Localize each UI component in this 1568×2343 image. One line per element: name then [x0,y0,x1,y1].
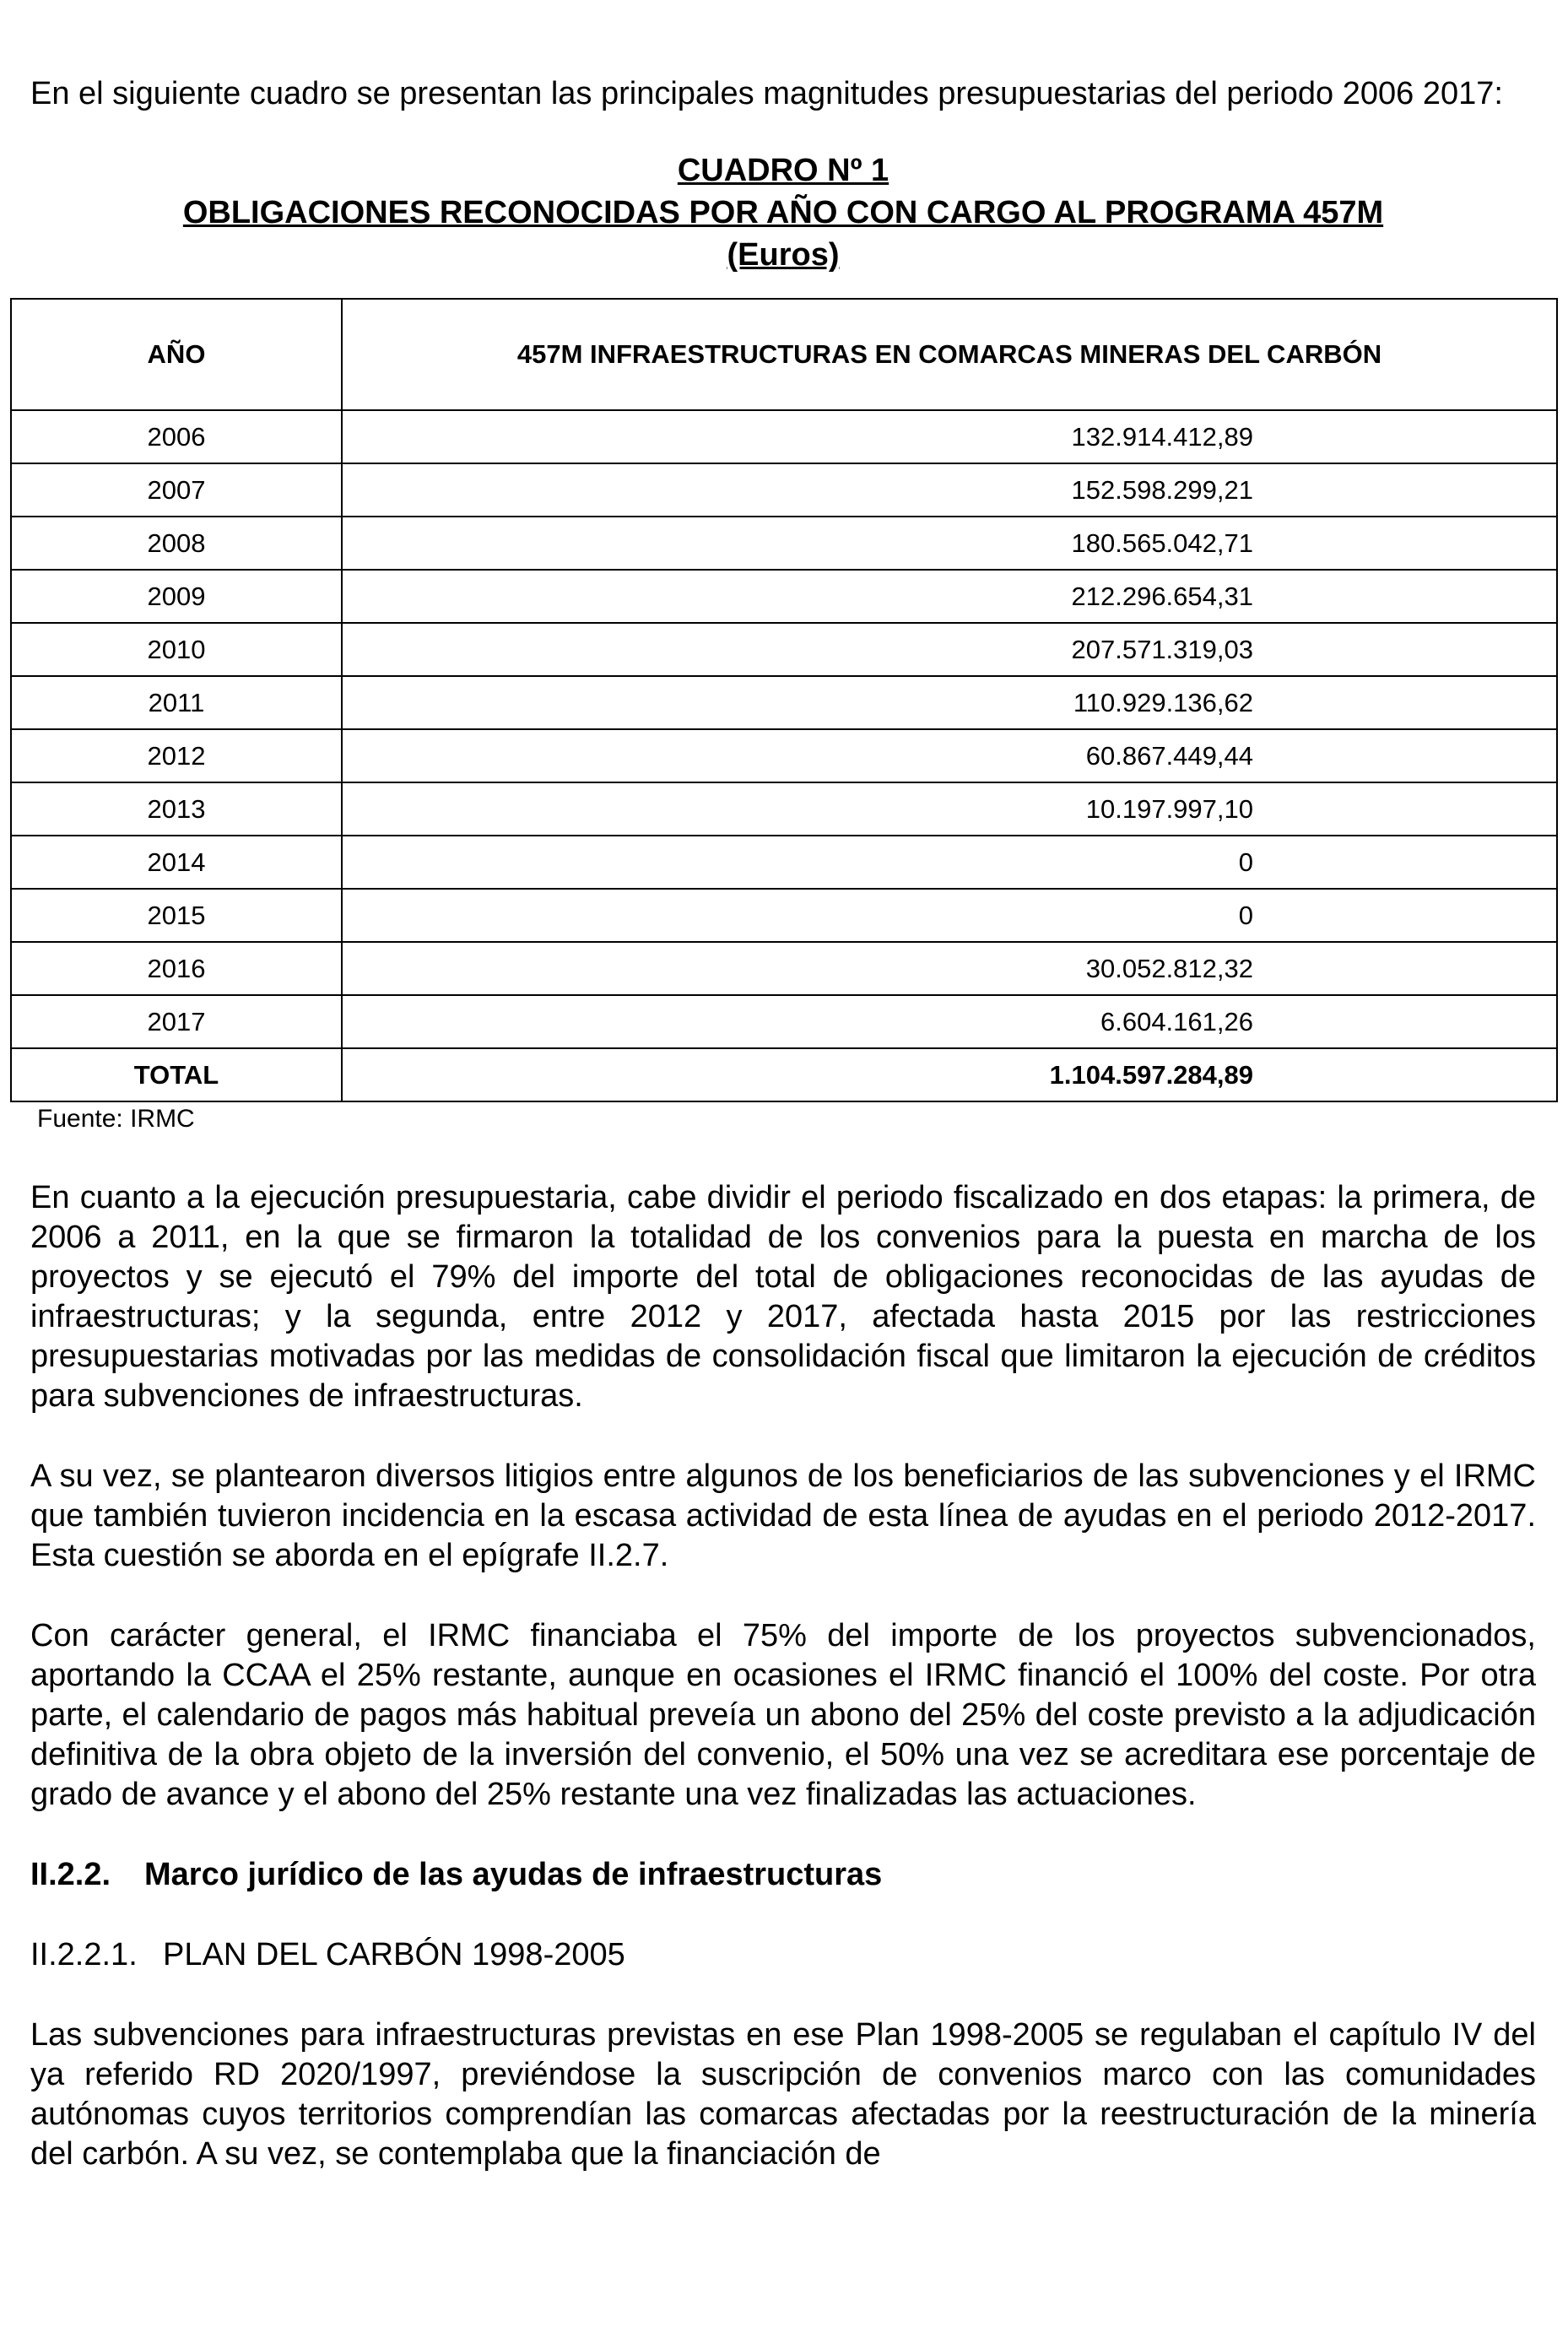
cell-year: 2015 [11,889,342,942]
cell-value-wrap [342,570,1557,623]
table-source: Fuente: IRMC [37,1105,195,1133]
cell-year: 2013 [11,782,342,836]
table-body [11,410,1557,1101]
cell-value: 180.565.042,71 [1071,528,1253,558]
table-row [11,782,1557,836]
cuadro-unit: (Euros) [727,237,840,273]
subsection-title: PLAN DEL CARBÓN 1998-2005 [163,1937,625,1972]
table-row [11,995,1557,1048]
cell-value: 6.604.161,26 [1100,1006,1253,1036]
header-year: AÑO [11,299,342,410]
cell-value-wrap [342,623,1557,676]
cell-value-wrap [342,463,1557,517]
table-row [11,463,1557,517]
cell-value-wrap [342,517,1557,570]
cell-year: 2009 [11,570,342,623]
cell-value: 30.052.812,32 [1085,953,1253,983]
paragraph-plan: Las subvenciones para infraestructuras previstas en ese Plan 1998-2005 se regulaban el capítulo IV del ya referido RD 2020/1997, previéndose la suscripción de convenios marco con las comunidades autónomas cuyos territorios comprendían las comarcas afectadas por la reestructuración de la minería del carbón. A su vez, se contemplaba que la financiación de [30,2017,1536,2172]
table-row [11,570,1557,623]
cell-year: 2007 [11,463,342,517]
section-heading [30,1855,1536,1895]
header-program: 457M INFRAESTRUCTURAS EN COMARCAS MINERAS DEL CARBÓN [342,299,1557,410]
table-row [11,410,1557,463]
total-value: 1.104.597.284,89 [1049,1059,1253,1090]
paragraph-execution: En cuanto a la ejecución presupuestaria, cabe dividir el periodo fiscalizado en dos etapas: la primera, de 2006 a 2011, en la que se firmaron la totalidad de los convenios para la puesta en marcha de los proyectos y se ejecutó el 79% del importe del total de obligaciones reconocidas de las ayudas de infraestructuras; y la segunda, entre 2012 y 2017, afectada hasta 2015 por las restricciones presupuestarias motivadas por las medidas de consolidación fiscal que limitaron la ejecución de créditos para subvenciones de infraestructuras. [30,1180,1536,1414]
section-number: II.2.2. [30,1857,111,1892]
obligations-table [10,298,1558,1102]
table-row [11,623,1557,676]
section-title: Marco jurídico de las ayudas de infraestructuras [144,1857,883,1892]
cell-value: 207.571.319,03 [1071,634,1253,664]
total-value-wrap [342,1048,1557,1101]
cell-value-wrap [342,995,1557,1048]
table-total-row [11,1048,1557,1101]
paragraph-litigation: A su vez, se plantearon diversos litigios entre algunos de los beneficiarios de las subvenciones y el IRMC que también tuvieron incidencia en la escasa actividad de esta línea de ayudas en el periodo 2012-2017. Esta cuestión se aborda en el epígrafe II.2.7. [30,1458,1536,1573]
cell-value: 0 [1238,847,1253,877]
total-label: TOTAL [11,1048,342,1101]
intro-paragraph: En el siguiente cuadro se presentan las principales magnitudes presupuestarias del periodo 2006 2017: [30,76,1503,111]
cell-value: 110.929.136,62 [1073,687,1253,717]
cell-value: 0 [1238,900,1253,930]
cell-value-wrap [342,729,1557,782]
table-row [11,729,1557,782]
cell-year: 2010 [11,623,342,676]
cell-value-wrap [342,676,1557,729]
table-header-row [11,299,1557,410]
cell-value-wrap [342,889,1557,942]
cell-value: 152.598.299,21 [1071,474,1253,505]
cell-year: 2012 [11,729,342,782]
table-caption [30,149,1536,276]
table-row [11,836,1557,889]
cell-value-wrap [342,782,1557,836]
cuadro-number: CUADRO Nº 1 [677,153,889,188]
subsection-heading [30,1935,1536,1975]
cell-year: 2017 [11,995,342,1048]
cuadro-title: OBLIGACIONES RECONOCIDAS POR AÑO CON CARGO AL PROGRAMA 457M [182,195,1384,230]
subsection-number: II.2.2.1. [30,1937,138,1972]
cell-year: 2008 [11,517,342,570]
cell-year: 2006 [11,410,342,463]
cell-value-wrap [342,836,1557,889]
cell-year: 2016 [11,942,342,995]
cell-year: 2014 [11,836,342,889]
table-row [11,676,1557,729]
table-row [11,942,1557,995]
cell-value: 212.296.654,31 [1071,581,1253,611]
cell-value-wrap [342,410,1557,463]
cell-value: 10.197.997,10 [1085,793,1253,824]
cell-year: 2011 [11,676,342,729]
cell-value-wrap [342,942,1557,995]
table-row [11,517,1557,570]
cell-value: 60.867.449,44 [1085,740,1253,771]
paragraph-financing: Con carácter general, el IRMC financiaba el 75% del importe de los proyectos subvencionados, aportando la CCAA el 25% restante, aunque en ocasiones el IRMC financió el 100% del coste. Por otra parte, el calendario de pagos más habitual preveía un abono del 25% del coste previsto a la adjudicación definitiva de la obra objeto de la inversión del convenio, el 50% una vez se acreditara ese porcentaje de grado de avance y el abono del 25% restante una vez finalizadas las actuaciones. [30,1618,1536,1812]
table-row [11,889,1557,942]
cell-value: 132.914.412,89 [1071,421,1253,452]
